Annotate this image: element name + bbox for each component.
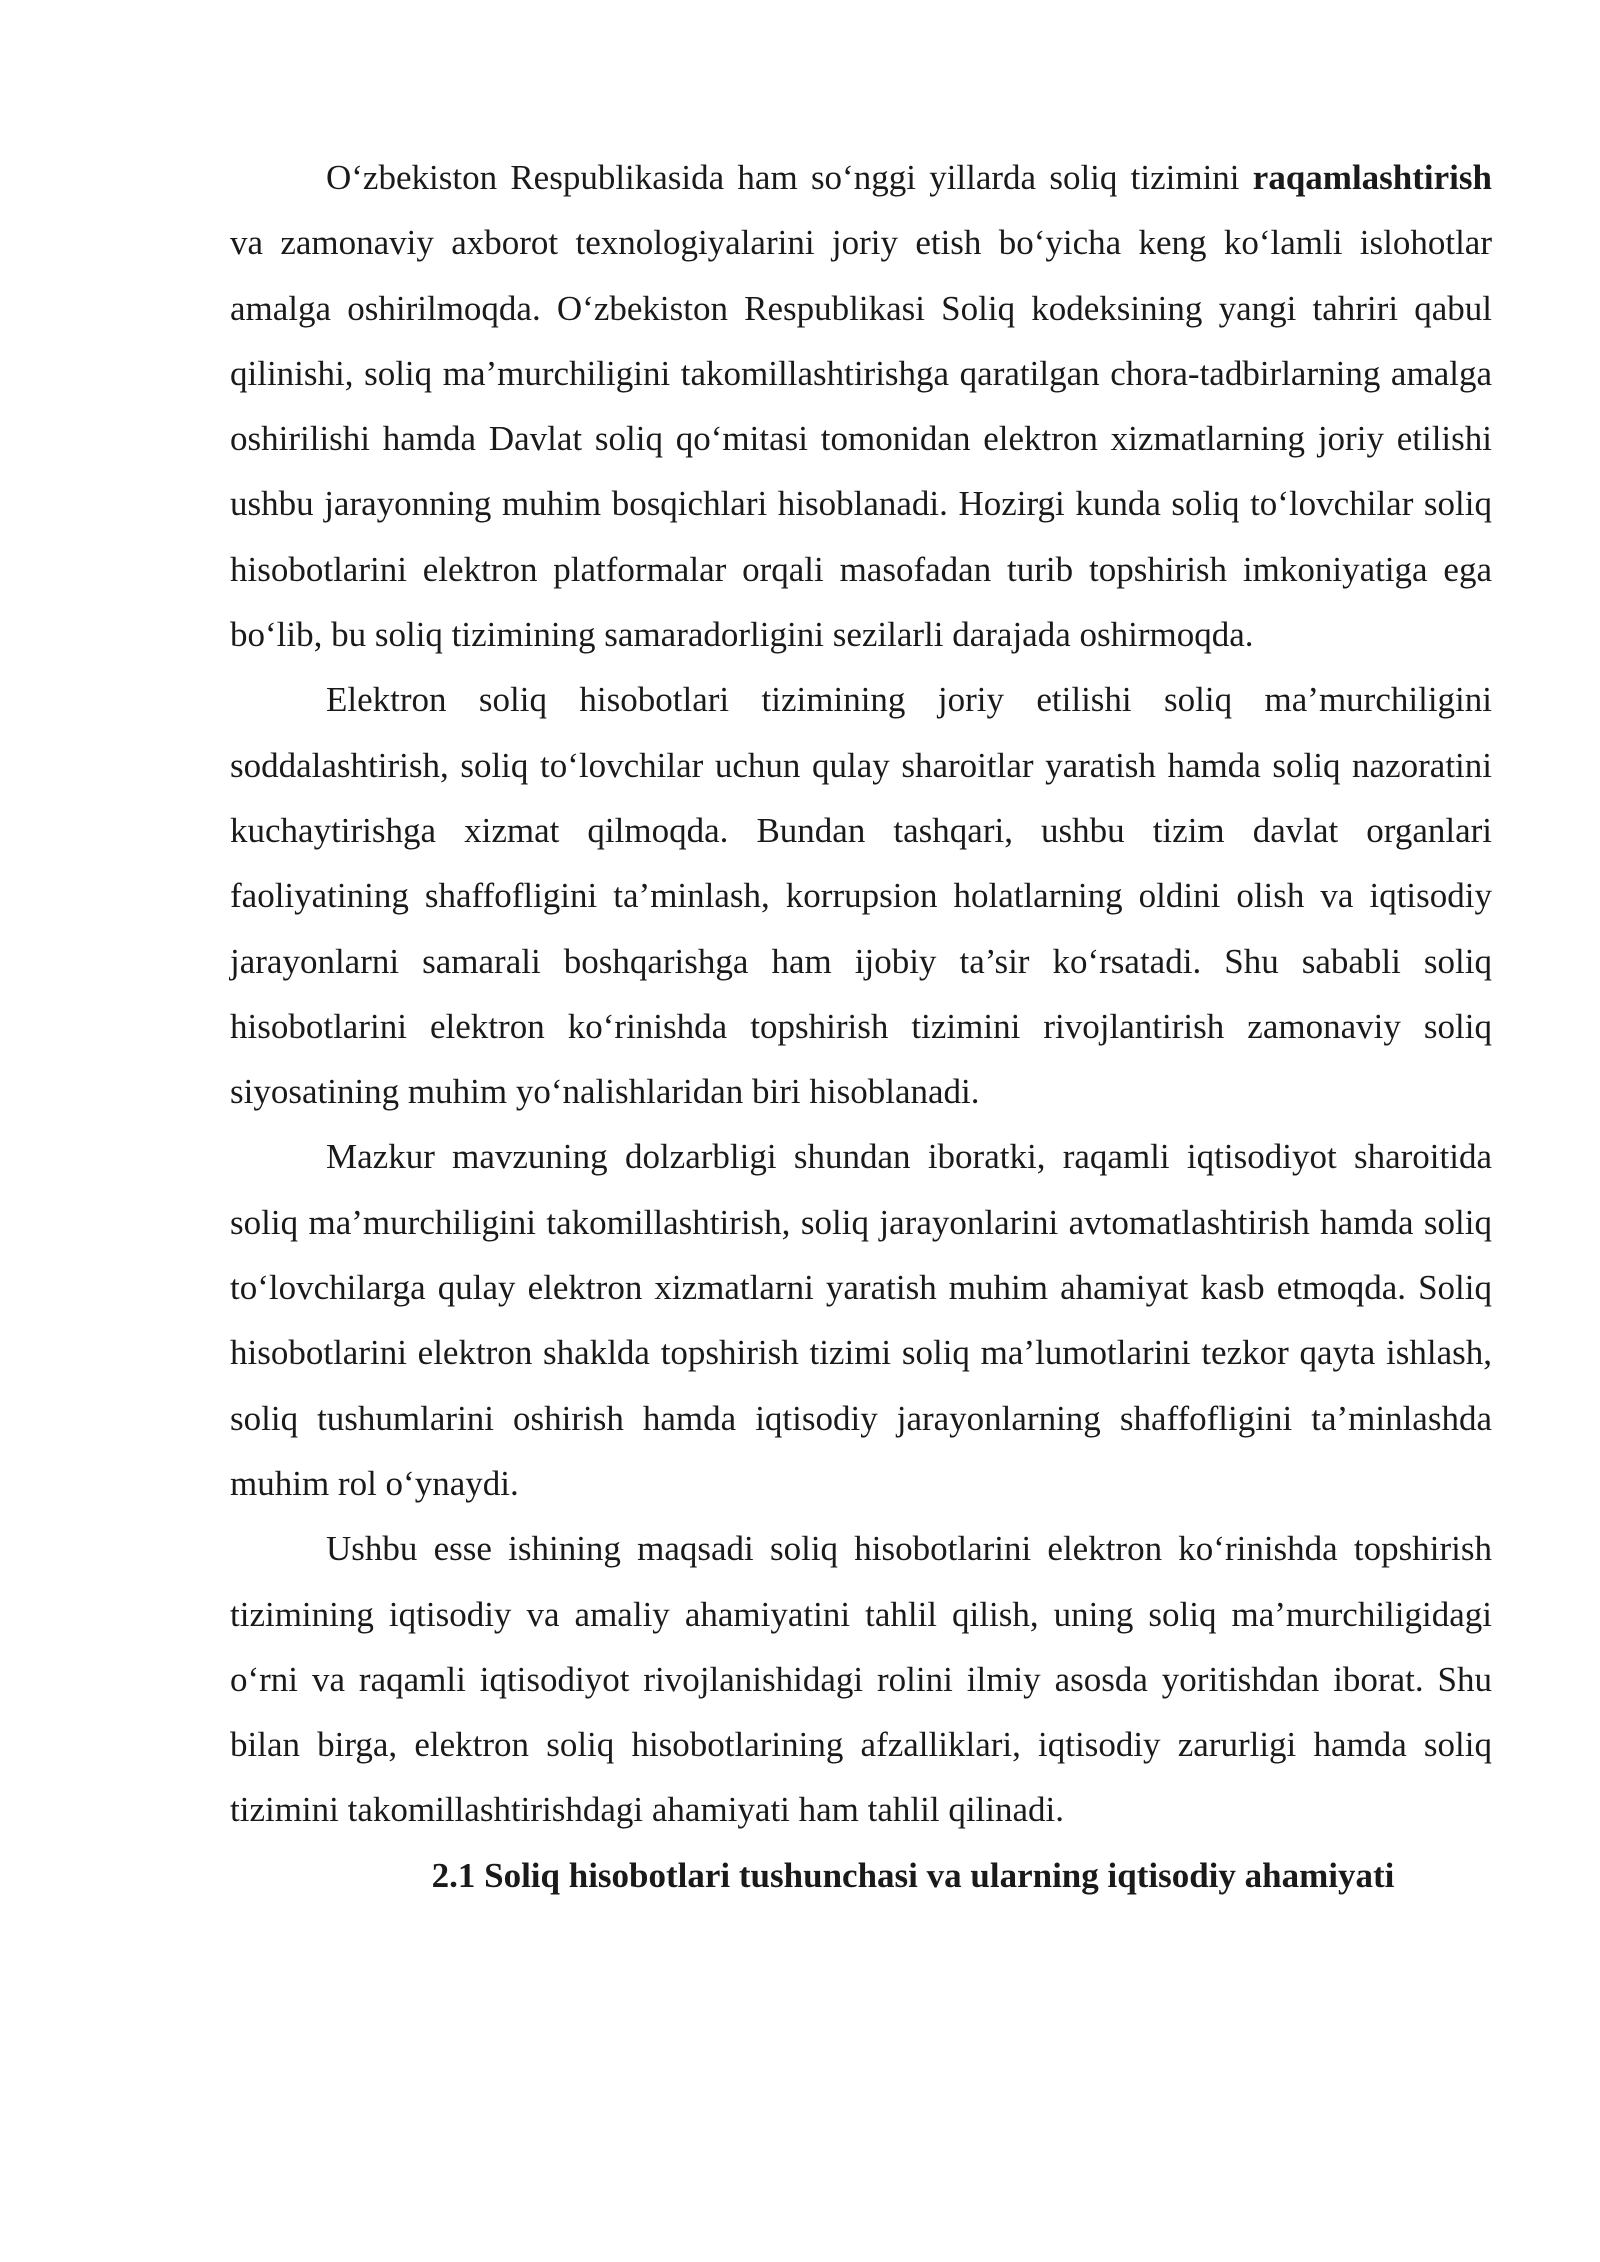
document-body: [230, 145, 1492, 1908]
bold-term: raqamlashtirish: [1252, 158, 1492, 197]
paragraph-1-rest: va zamonaviy axborot texnologiyalarini joriy etish bo‘yicha keng ko‘lamli islohotlar amalga oshirilmoqda. O‘zbekiston Respublikasi Soliq kodeksining yangi tahriri qabul qilinishi, soliq ma’murchiligini takomillashtirishga qaratilgan chora-tadbirlarning amalga oshirilishi hamda Davlat soliq qo‘mitasi tomonidan elektron xizmatlarning joriy etilishi ushbu jarayonning muhim bosqichlari hisoblanadi. Hozirgi kunda soliq to‘lovchilar soliq hisobotlarini elektron platformalar orqali masofadan turib topshirish imkoniyatiga ega bo‘lib, bu soliq tizimining samaradorligini sezilarli darajada oshirmoqda.: [230, 223, 1492, 655]
section-heading: 2.1 Soliq hisobotlari tushunchasi va ularning iqtisodiy ahamiyati: [431, 1855, 1395, 1895]
paragraph-1-lead: O‘zbekiston Respublikasida ham so‘nggi yillarda soliq tizimini: [326, 158, 1253, 197]
paragraph-2: Elektron soliq hisobotlari tizimining joriy etilishi soliq ma’murchiligini soddalashtirish, soliq to‘lovchilar uchun qulay sharoitlar yaratish hamda soliq nazoratini kuchaytirishga xizmat qilmoqda. Bundan tashqari, ushbu tizim davlat organlari faoliyatining shaffofligini ta’minlash, korrupsion holatlarning oldini olish va iqtisodiy jarayonlarni samarali boshqarishga ham ijobiy ta’sir ko‘rsatadi. Shu sababli soliq hisobotlarini elektron ko‘rinishda topshirish tizimini rivojlantirish zamonaviy soliq siyosatining muhim yo‘nalishlaridan biri hisoblanadi.: [230, 680, 1492, 1112]
paragraph-3: Mazkur mavzuning dolzarbligi shundan iboratki, raqamli iqtisodiyot sharoitida soliq ma’murchiligini takomillashtirish, soliq jarayonlarini avtomatlashtirish hamda soliq to‘lovchilarga qulay elektron xizmatlarni yaratish muhim ahamiyat kasb etmoqda. Soliq hisobotlarini elektron shaklda topshirish tizimi soliq ma’lumotlarini tezkor qayta ishlash, soliq tushumlarini oshirish hamda iqtisodiy jarayonlarning shaffofligini ta’minlashda muhim rol o‘ynaydi.: [230, 1137, 1492, 1503]
paragraph-1: [230, 145, 1492, 667]
paragraph-4: Ushbu esse ishining maqsadi soliq hisobotlarini elektron ko‘rinishda topshirish tizimining iqtisodiy va amaliy ahamiyatini tahlil qilish, uning soliq ma’murchiligidagi o‘rni va raqamli iqtisodiyot rivojlanishidagi rolini ilmiy asosda yoritishdan iborat. Shu bilan birga, elektron soliq hisobotlarining afzalliklari, iqtisodiy zarurligi hamda soliq tizimini takomillashtirishdagi ahamiyati ham tahlil qilinadi.: [230, 1529, 1492, 1830]
